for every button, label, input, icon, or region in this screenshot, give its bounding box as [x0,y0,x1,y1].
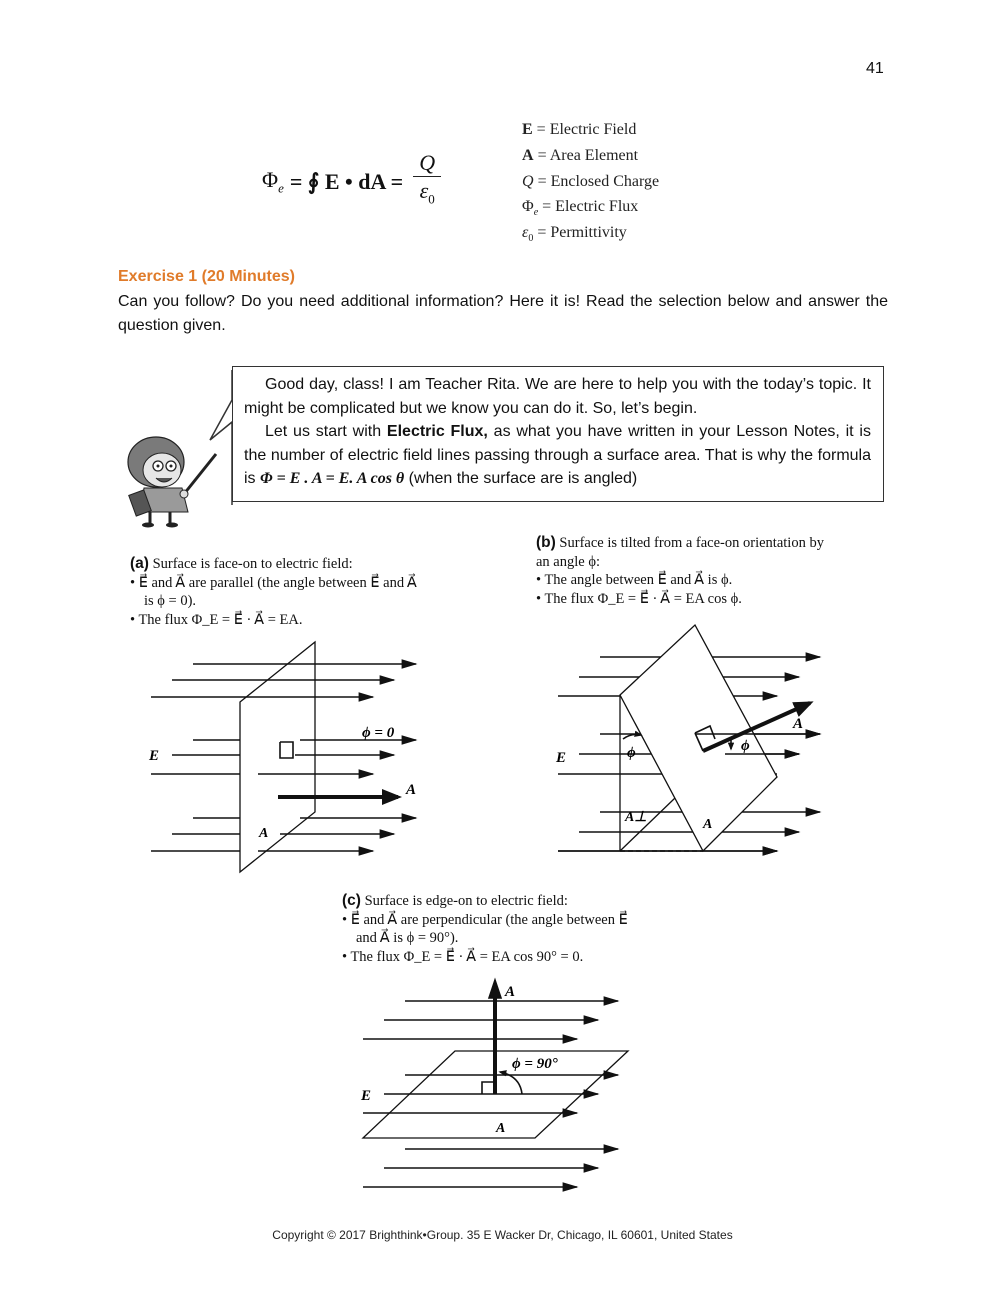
diagram-b-field-label: E⃗ [556,750,578,766]
formula-lhs: $\Phi_e$ [262,167,284,196]
diagram-a-field-label: E⃗ [149,748,171,764]
formula-numerator: Q [413,150,441,177]
diagram-a-angle-label: ϕ = 0 [362,725,395,741]
diagram-c-field-label: E⃗ [361,1088,383,1104]
diagram-b-projected-area-label: A⊥ [625,810,647,825]
legend-item: E = Electric Field [522,121,637,138]
figure-b-bullet: • The angle between E⃗ and A⃗ is ϕ. [536,572,733,588]
figure-b-bullet: • The flux Φ_E = E⃗ · A⃗ = EA cos ϕ. [536,590,742,607]
formula-legend [522,119,659,248]
teacher-cartoon-icon [118,370,243,530]
legend-item: A = Area Element [522,146,639,164]
formula-fraction [413,150,441,213]
figure-c-bullet: • E⃗ and A⃗ are perpendicular (the angle between E⃗ and A⃗ is ϕ = 90°). [342,911,628,946]
gauss-law-formula [262,150,441,213]
speech-bubble [232,366,884,502]
diagram-b-angle-label: ϕ [741,738,750,754]
figure-a-bullet: • E⃗ and A⃗ are parallel (the angle between E⃗ and A⃗ is ϕ = 0). [130,574,417,609]
diagram-a-area-label: A [259,826,269,841]
formula-denominator: $\varepsilon_0$ [419,178,435,207]
diagram-tilted-surface [545,615,835,865]
bubble-paragraph-1: Good day, class! I am Teacher Rita. We are here to help you with the today’s topic. It might be complicated but we know you can do it. So, let’s begin. [244,376,871,417]
page-number: 41 [866,60,884,77]
legend-item: $\Phi_e$ = Electric Flux [522,198,639,219]
bubble-paragraph-2: Let us start with Electric Flux, as what you have written in your Lesson Notes, it is the number of electric field lines passing through a surface area. That is why the formula is Φ = E . A = E. A cos θ (when the surface are is angled) [244,423,871,487]
figure-b-caption: (b) Surface is tilted from a face-on orientation by an angle ϕ: • The angle between E⃗ and A⃗ is ϕ. • The flux Φ_E = E⃗ · A⃗ = EA cos ϕ. [536,534,836,608]
exercise-title: Exercise 1 (20 Minutes) [118,268,295,285]
figure-c-caption: (c) Surface is edge-on to electric field: • E⃗ and A⃗ are perpendicular (the angle between E⃗ and A⃗ is ϕ = 90°). • The flux Φ_E = E⃗ · A⃗ = EA cos 90° = 0. [342,892,642,966]
diagram-b-area-vector-label: A⃗ [793,716,815,732]
flux-formula: Φ = E . A = E. A cos θ [260,470,405,487]
diagram-a-area-vector-label: A⃗ [406,782,428,798]
figure-a-caption: (a) Surface is face-on to electric field: • E⃗ and A⃗ are parallel (the angle between E⃗ and A⃗ is ϕ = 0). • The flux Φ_E = E⃗ · A⃗ = EA. [130,555,430,629]
formula-integral: = ∮ E • dA = [289,168,404,194]
legend-item: $\varepsilon_0$ = Permittivity [522,224,627,245]
figure-c-bullet: • The flux Φ_E = E⃗ · A⃗ = EA cos 90° = 0. [342,948,584,965]
legend-item: Q = Enclosed Charge [522,172,660,190]
diagram-face-on-surface [130,630,430,880]
diagram-b-tilt-angle-label: ϕ [627,745,636,761]
diagram-b-area-label: A [703,817,713,832]
figure-a-bullet: • The flux Φ_E = E⃗ · A⃗ = EA. [130,611,303,628]
diagram-c-angle-label: ϕ = 90° [512,1056,558,1072]
diagram-c-area-vector-label: A⃗ [505,984,527,1000]
diagram-edge-on-surface [350,970,640,1200]
footer-copyright: Copyright © 2017 Brighthink•Group. 35 E Wacker Dr, Chicago, IL 60601, United States [272,1228,733,1242]
diagram-c-area-label: A [496,1121,506,1136]
exercise-intro: Can you follow? Do you need additional information? Here it is! Read the selection below and answer the question given. [118,293,888,334]
